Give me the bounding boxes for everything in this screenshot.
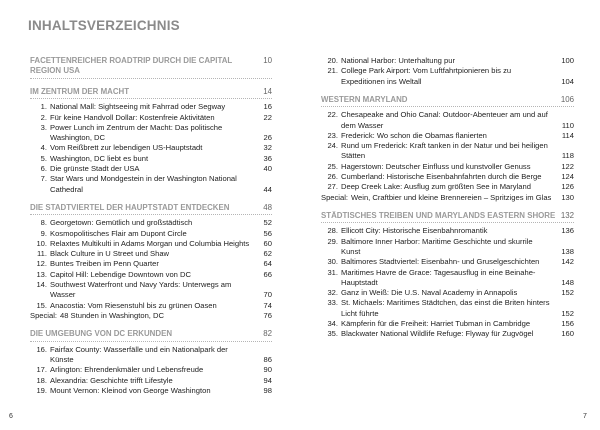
- toc-entry: [321, 268, 574, 289]
- section-title-text: WESTERN MARYLAND: [321, 94, 408, 104]
- entry-number: 22.: [327, 110, 338, 120]
- toc-entry: [30, 249, 272, 259]
- entry-page: 160: [561, 329, 574, 339]
- entry-number: 28.: [327, 226, 338, 236]
- entry-number: 26.: [327, 172, 338, 182]
- entry-page: 56: [263, 228, 272, 238]
- toc-entry: [30, 143, 272, 153]
- section-page: 82: [263, 329, 272, 339]
- toc-entry: [30, 239, 272, 249]
- entry-number: 35.: [327, 329, 338, 339]
- section-title-text: DIE UMGEBUNG VON DC ERKUNDEN: [30, 329, 173, 339]
- entry-page: 90: [263, 365, 272, 375]
- entry-number: 33.: [327, 298, 338, 308]
- toc-entry: [321, 226, 574, 236]
- section-page: 14: [263, 86, 272, 96]
- section-page: 48: [263, 202, 272, 212]
- entry-title: Arlington: Ehrendenkmäler und Lebensfreude: [50, 365, 204, 375]
- entry-title: Kämpferin für die Freiheit: Harriet Tubman in Cambridge: [341, 319, 531, 329]
- entry-page: 26: [263, 133, 272, 143]
- toc-entry: [30, 301, 272, 311]
- toc-entry: [30, 270, 272, 280]
- toc-column-right: [321, 56, 574, 348]
- entry-number: 8.: [40, 218, 47, 228]
- page-number-left: 6: [9, 413, 13, 420]
- entry-page: 64: [263, 259, 272, 269]
- entry-page: 98: [263, 385, 272, 395]
- entry-title: Southwest Waterfront und Navy Yards: Unterwegs am Wasser: [50, 280, 232, 300]
- toc-entry: [321, 237, 574, 258]
- entry-page: 136: [561, 226, 574, 236]
- entry-title: Power Lunch im Zentrum der Macht: Das politische Washington, DC: [50, 122, 223, 143]
- toc-entry: [321, 182, 574, 192]
- entry-number: 18.: [36, 375, 47, 385]
- toc-entry: [30, 218, 272, 228]
- section-page: 132: [560, 210, 574, 220]
- entry-title: Für keine Handvoll Dollar: Kostenfreie Aktivitäten: [50, 112, 215, 122]
- entry-title: Blackwater National Wildlife Refuge: Flyway für Zugvögel: [341, 329, 534, 339]
- entry-number: 27.: [327, 182, 338, 192]
- toc-section: [30, 56, 272, 79]
- section-title-text: FACETTENREICHER ROADTRIP DURCH DIE CAPITAL REGION USA: [30, 56, 233, 76]
- toc-entry: [321, 298, 574, 319]
- toc-section: [321, 56, 574, 87]
- entry-page: 86: [263, 354, 272, 364]
- entry-number: Special:: [30, 310, 58, 320]
- entry-number: 12.: [36, 259, 47, 269]
- entry-title: College Park Airport: Vom Luftfahrtpionieren bis zu Expeditionen ins Weltall: [341, 66, 512, 86]
- section-title: [30, 329, 272, 341]
- entry-number: 30.: [327, 257, 338, 267]
- entry-title: Alexandria: Geschichte trifft Lifestyle: [50, 375, 173, 385]
- entry-title: Deep Creek Lake: Ausflug zum größten See in Maryland: [341, 182, 531, 192]
- entry-page: 110: [561, 120, 574, 130]
- entry-title: Baltimore Inner Harbor: Maritime Geschichte und skurrile Kunst: [341, 236, 533, 256]
- toc-entry: [321, 66, 574, 87]
- entry-number: 1.: [40, 102, 47, 112]
- toc-entry: [321, 288, 574, 298]
- entry-title: Kosmopolitisches Flair am Dupont Circle: [50, 228, 187, 238]
- toc-entry: [321, 319, 574, 329]
- entry-title: Mount Vernon: Kleinod von George Washington: [50, 385, 211, 395]
- section-title: [321, 95, 574, 107]
- toc-entry: [321, 257, 574, 267]
- entry-number: 11.: [37, 249, 47, 259]
- entry-page: 126: [561, 182, 574, 192]
- toc-entry: [321, 172, 574, 182]
- toc-entry: [321, 56, 574, 66]
- section-title-text: IM ZENTRUM DER MACHT: [30, 86, 130, 96]
- entry-number: 9.: [40, 228, 47, 238]
- toc-entry: [30, 229, 272, 239]
- toc-entry: [30, 345, 272, 366]
- entry-page: 44: [263, 184, 272, 194]
- entry-page: 124: [561, 172, 574, 182]
- entry-number: 31.: [327, 267, 338, 277]
- entry-page: 76: [263, 310, 272, 320]
- toc-entry: [30, 174, 272, 195]
- section-title: [321, 211, 574, 223]
- entry-number: 29.: [327, 236, 338, 246]
- entry-title: Star Wars und Mondgestein in der Washington National Cathedral: [50, 174, 237, 194]
- entry-page: 152: [561, 308, 574, 318]
- entry-page: 36: [263, 153, 272, 163]
- entry-number: 10.: [36, 238, 47, 248]
- toc-entry: [30, 280, 272, 301]
- section-page: 106: [560, 94, 574, 104]
- entry-number: 34.: [327, 319, 338, 329]
- entry-page: 66: [263, 269, 272, 279]
- entry-page: 118: [561, 151, 574, 161]
- toc-section: [30, 87, 272, 195]
- toc-entry: [30, 154, 272, 164]
- section-title: [30, 203, 272, 215]
- entry-number: 15.: [36, 300, 47, 310]
- entry-page: 142: [561, 257, 574, 267]
- entry-page: 52: [263, 218, 272, 228]
- entry-number: 20.: [327, 56, 338, 65]
- toc-entry: [30, 164, 272, 174]
- entry-title: Capitol Hill: Lebendige Downtown von DC: [50, 269, 191, 279]
- entry-page: 114: [561, 130, 574, 140]
- entry-page: 74: [263, 300, 272, 310]
- entry-number: 21.: [327, 66, 338, 76]
- entry-page: 32: [263, 143, 272, 153]
- entry-page: 148: [561, 277, 574, 287]
- entry-number: 25.: [327, 161, 338, 171]
- toc-entry: [321, 193, 574, 203]
- toc-entry: [321, 329, 574, 339]
- section-title-text: DIE STADTVIERTEL DER HAUPTSTADT ENTDECKEN: [30, 202, 230, 212]
- toc-entry: [321, 110, 574, 131]
- entry-page: 104: [561, 76, 574, 86]
- toc-entry: [321, 162, 574, 172]
- toc-column-left: [30, 56, 272, 404]
- entry-number: 23.: [327, 130, 338, 140]
- entry-page: 152: [561, 288, 574, 298]
- entry-number: 13.: [36, 269, 47, 279]
- entry-page: 94: [263, 375, 272, 385]
- entry-title: Die grünste Stadt der USA: [50, 164, 140, 173]
- entry-number: 4.: [40, 143, 47, 153]
- entry-title: Fairfax County: Wasserfälle und ein Nationalpark der Künste: [50, 344, 228, 364]
- toc-entry: [30, 259, 272, 269]
- toc-section: [321, 211, 574, 340]
- entry-title: Cumberland: Historische Eisenbahnfahrten durch die Berge: [341, 172, 542, 182]
- entry-page: 40: [263, 164, 272, 173]
- entry-title: Chesapeake and Ohio Canal: Outdoor-Abenteuer am und auf dem Wasser: [341, 110, 548, 130]
- toc-entry: [321, 141, 574, 162]
- entry-title: National Harbor: Unterhaltung pur: [341, 56, 455, 65]
- entry-number: Special:: [321, 192, 349, 202]
- entry-page: 16: [263, 102, 272, 112]
- entry-title: Ganz in Weiß: Die U.S. Naval Academy in Annapolis: [341, 288, 518, 298]
- entry-title: Georgetown: Gemütlich und großstädtisch: [50, 218, 193, 228]
- entry-page: 60: [263, 238, 272, 248]
- entry-title: Ellicott City: Historische Eisenbahnromantik: [341, 226, 488, 236]
- toc-entry: [30, 376, 272, 386]
- entry-number: 16.: [36, 344, 47, 354]
- entry-number: 14.: [36, 280, 47, 290]
- entry-page: 138: [561, 246, 574, 256]
- entry-page: 70: [263, 290, 272, 300]
- entry-page: 22: [263, 112, 272, 122]
- entry-number: 19.: [36, 385, 47, 395]
- entry-number: 6.: [40, 164, 47, 173]
- entry-page: 62: [263, 249, 272, 259]
- toc-section: [321, 95, 574, 203]
- entry-title: Frederick: Wo schon die Obamas flanierten: [341, 130, 487, 140]
- entry-number: 5.: [40, 153, 47, 163]
- toc-entry: [30, 365, 272, 375]
- entry-title: Black Culture in U Street und Shaw: [50, 249, 170, 259]
- section-page: 10: [263, 56, 272, 65]
- entry-title: Vom Reißbrett zur lebendigen US-Hauptstadt: [50, 143, 203, 153]
- entry-number: 17.: [36, 365, 47, 375]
- entry-title: Anacostia: Vom Riesenstuhl bis zu grünen Oasen: [50, 300, 217, 310]
- entry-title: Buntes Treiben im Penn Quarter: [50, 259, 159, 269]
- toc-entry: [30, 102, 272, 112]
- entry-title: National Mall: Sightseeing mit Fahrrad oder Segway: [50, 102, 226, 112]
- entry-title: Relaxtes Multikulti in Adams Morgan und Columbia Heights: [50, 238, 250, 248]
- entry-page: 130: [561, 192, 574, 202]
- page-number-right: 7: [583, 413, 587, 420]
- toc-section: [30, 329, 272, 396]
- toc-entry: [30, 311, 272, 321]
- entry-number: 3.: [40, 122, 47, 132]
- toc-entry: [30, 113, 272, 123]
- entry-title: Washington, DC liebt es bunt: [50, 153, 149, 163]
- entry-page: 122: [561, 161, 574, 171]
- entry-number: 32.: [327, 288, 338, 298]
- page-title: INHALTSVERZEICHNIS: [28, 18, 180, 33]
- section-title-text: STÄDTISCHES TREIBEN UND MARYLANDS EASTERN SHORE: [321, 210, 556, 220]
- entry-title: 48 Stunden in Washington, DC: [60, 310, 164, 320]
- entry-number: 7.: [40, 174, 47, 184]
- entry-title: Maritimes Havre de Grace: Tagesausflug in eine Beinahe-Hauptstadt: [341, 267, 536, 287]
- entry-title: Wein, Craftbier und kleine Brennereien – Spritziges im Glas: [351, 192, 552, 202]
- section-title: [30, 56, 272, 79]
- entry-title: Rund um Frederick: Kraft tanken in der Natur und bei heiligen Stätten: [341, 141, 548, 161]
- entry-title: St. Michaels: Maritimes Städtchen, das einst die Briten hinters Licht führte: [341, 298, 550, 318]
- entry-number: 2.: [40, 112, 47, 122]
- entry-title: Hagerstown: Deutscher Einfluss und kunstvoller Genuss: [341, 161, 531, 171]
- toc-section: [30, 203, 272, 321]
- toc-entry: [321, 131, 574, 141]
- toc-entry: [30, 123, 272, 144]
- toc-entry: [30, 386, 272, 396]
- section-title: [30, 87, 272, 99]
- entry-title: Baltimores Stadtviertel: Eisenbahn- und Gruselgeschichten: [341, 257, 540, 267]
- entry-number: 24.: [327, 141, 338, 151]
- entry-page: 100: [561, 56, 574, 65]
- entry-page: 156: [561, 319, 574, 329]
